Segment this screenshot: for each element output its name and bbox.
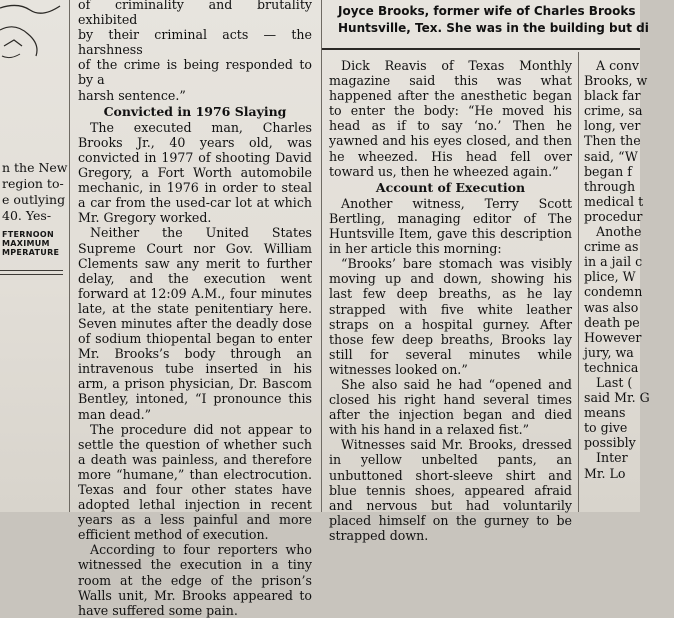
- fragment-line: 40. Yes-: [2, 208, 52, 223]
- text-line: Then the: [584, 133, 641, 149]
- text-line: crime, sa: [584, 103, 643, 119]
- subheading: Account of Execution: [375, 179, 526, 195]
- text-line: was also: [584, 299, 639, 315]
- text-line: in a jail c: [584, 254, 643, 270]
- text-line: Inter: [596, 450, 628, 466]
- text-line: death pe: [584, 314, 640, 330]
- photo-caption: [338, 3, 648, 37]
- article-column-2: [78, 0, 312, 618]
- paragraph: Witnesses said Mr. Brooks, dressed in yellow unbelted pants, an unbuttoned short-sleeve shirt and blue tennis shoes, appeared afraid and nervous but had voluntarily placed himself on the gurney to be strapped down.: [329, 437, 572, 543]
- text-line: said, “W: [584, 148, 638, 164]
- text-line: of criminality and brutality exhibited: [78, 0, 312, 28]
- text-line: to give: [584, 420, 628, 436]
- text-line: Anothe: [596, 224, 642, 240]
- caption-line: Joyce Brooks, former wife of Charles Brooks: [338, 4, 636, 18]
- paragraph: The procedure did not appear to settle the question of whether such a death was painless, and therefore more “humane,” than electrocution. Texas and four other states have adopted lethal injection in recent years as a less painful and more efficient method of execution.: [78, 421, 312, 543]
- text-line: means: [584, 405, 626, 421]
- paragraph: She also said he had “opened and closed his right hand several times after the injection began and died with his hand in a relaxed fist.”: [329, 376, 572, 438]
- paragraph: “Brooks’ bare stomach was visibly moving up and down, showing his last few deep breaths, as he lay strapped with five white leather straps on a hospital gurney. After those few deep breaths, Brooks lay still for several minutes while witnesses looked on.”: [329, 256, 572, 377]
- fragment-line: e outlying: [2, 192, 66, 207]
- article-column-3: [329, 58, 572, 543]
- text-line: medical t: [584, 193, 644, 209]
- text-line: Brooks, w: [584, 73, 648, 89]
- text-line: said Mr. G: [584, 390, 650, 406]
- weather-label-line: FTERNOON: [2, 230, 54, 239]
- paragraph: Another witness, Terry Scott Bertling, managing editor of The Huntsville Item, gave this description in her article this morning:: [329, 195, 572, 257]
- column-rule: [578, 52, 579, 512]
- text-line: by their criminal acts — the harshness: [78, 27, 312, 58]
- text-line: of the crime is being responded to by a: [78, 57, 312, 88]
- paragraph: According to four reporters who witnessed the execution in a tiny room at the edge of the prison’s Walls unit, Mr. Brooks appeared to have suffered some pain.: [78, 542, 312, 618]
- text-line: However: [584, 329, 642, 345]
- weather-box: [0, 0, 68, 512]
- article-column-4: [584, 58, 674, 481]
- column-rule: [321, 0, 322, 512]
- text-line: began f: [584, 163, 632, 179]
- fragment-line: n the New: [2, 160, 68, 175]
- text-line: condemn: [584, 284, 643, 300]
- weather-label-line: MPERATURE: [2, 248, 60, 257]
- column-rule: [69, 0, 70, 512]
- text-line: through: [584, 178, 636, 194]
- paragraph: Neither the United States Supreme Court nor Gov. William Clements saw any merit to further delay, and the execution went forward at 12:09 A.M., four minutes late, at the state penitentiary here. Seven minutes after the deadly dose of sodium thiopental began to enter Mr. Brooks’s body through an intravenous tube inserted in his arm, a prison physician, Dr. Bascom Bentley, intoned, “I pronounce this man dead.”: [78, 225, 312, 422]
- text-line: crime as: [584, 239, 639, 255]
- paragraph: The executed man, Charles Brooks Jr., 40 years old, was convicted in 1977 of shooting David Gregory, a Fort Worth automobile mechanic, in 1976 in order to steal a car from the used-car lot at which Mr. Gregory worked.: [78, 119, 312, 226]
- text-line: plice, W: [584, 269, 636, 285]
- subheading: Convicted in 1976 Slaying: [103, 103, 287, 119]
- caption-line: Huntsville, Tex. She was in the building but di: [338, 21, 649, 35]
- text-line: Last (: [596, 374, 633, 390]
- weather-label: [2, 230, 62, 257]
- weather-label-line: MAXIMUM: [2, 239, 50, 248]
- fragment-line: region to-: [2, 176, 64, 191]
- text-line: Mr. Lo: [584, 465, 626, 481]
- text-line: possibly: [584, 435, 636, 451]
- text-line: A conv: [596, 58, 639, 73]
- text-line: technica: [584, 359, 639, 375]
- divider: [0, 274, 63, 275]
- text-line: jury, wa: [584, 344, 634, 360]
- divider: [0, 270, 63, 271]
- text-line: harsh sentence.”: [78, 87, 186, 103]
- paragraph: Dick Reavis of Texas Monthly magazine said this was what happened after the anesthetic began to enter the body: “He moved his head as if to say ‘no.’ Then he yawned and his eyes closed, and then he wheezed. His head fell over toward us, then he wheezed again.”: [329, 58, 572, 179]
- text-line: long, ver: [584, 118, 641, 134]
- caption-divider: [322, 48, 640, 50]
- text-line: black far: [584, 88, 641, 104]
- text-line: procedur: [584, 208, 643, 224]
